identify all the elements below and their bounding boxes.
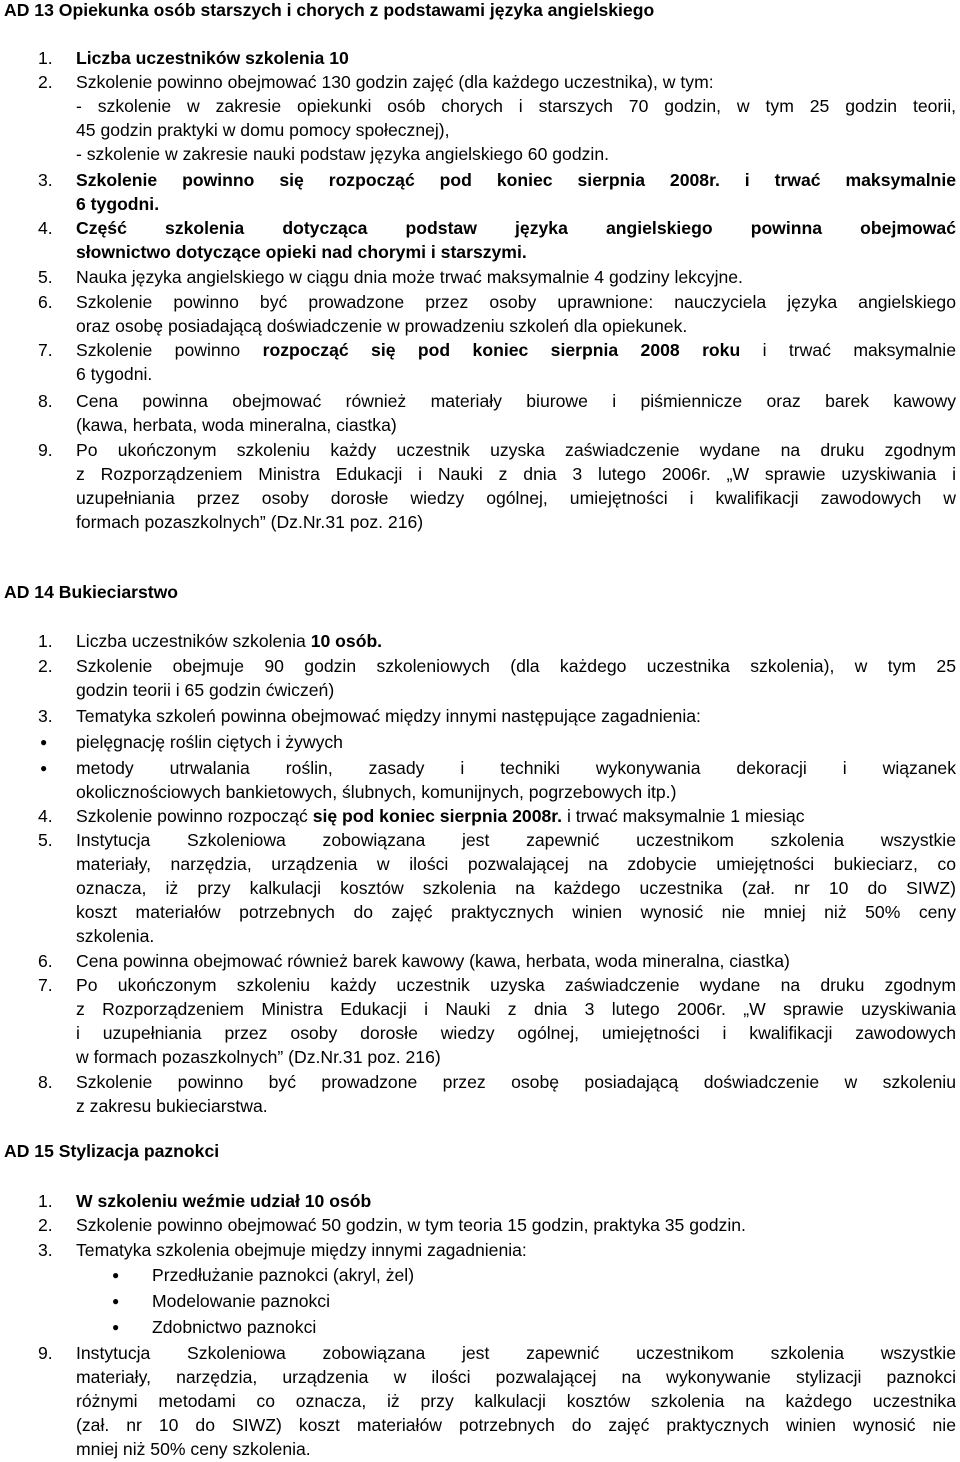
bullet-icon: ● [112, 1294, 120, 1308]
list-number: 7. [38, 975, 53, 995]
list-item-text: Nauka języka angielskiego w ciągu dnia może trwać maksymalnie 4 godziny lekcyjne. [76, 267, 743, 287]
list-number: 1. [38, 631, 53, 651]
list-number: 3. [38, 1240, 53, 1260]
list-item-text: Tematyka szkoleń powinna obejmować między innymi następujące zagadnienia: [76, 706, 701, 726]
list-item-text: godzin teorii i 65 godzin ćwiczeń) [76, 680, 335, 700]
bullet-icon: ● [40, 735, 48, 749]
list-item-text: Część szkolenia dotycząca podstaw języka angielskiego powinna obejmować [76, 218, 956, 238]
list-item-text: Szkolenie obejmuje 90 godzin szkoleniowych (dla każdego uczestnika szkolenia), w tym 25 [76, 656, 956, 676]
list-item-text: Liczba uczestników szkolenia 10 [76, 48, 349, 68]
list-number: 8. [38, 391, 53, 411]
list-item-text: (kawa, herbata, woda mineralna, ciastka) [76, 415, 397, 435]
list-number: 6. [38, 951, 53, 971]
bullet-item-text: Zdobnictwo paznokci [152, 1317, 317, 1337]
list-number: 5. [38, 267, 53, 287]
list-item-text: Szkolenie powinno rozpocząć się pod koniec sierpnia 2008r. i trwać maksymalnie 1 miesiąc [76, 806, 805, 826]
bullet-item-text: pielęgnację roślin ciętych i żywych [76, 732, 343, 752]
bullet-item-text: Modelowanie paznokci [152, 1291, 330, 1311]
list-item-text: materiały, narzędzia, urządzenia w ilości pozwalającej na wykonywanie stylizacji paznokci [76, 1367, 956, 1387]
list-item-text: Instytucja Szkoleniowa zobowiązana jest zapewnić uczestnikom szkolenia wszystkie [76, 1343, 956, 1363]
list-item-text: 6 tygodni. [76, 364, 153, 384]
list-item-text: w formach pozaszkolnych” (Dz.Nr.31 poz. 216) [76, 1047, 441, 1067]
list-number: 2. [38, 656, 53, 676]
list-item-text: - szkolenie w zakresie nauki podstaw języka angielskiego 60 godzin. [76, 144, 609, 164]
list-item-text: (zał. nr 10 do SIWZ) koszt materiałów potrzebnych do zajęć praktycznych winien wynosić nie [76, 1415, 956, 1435]
list-item-text: z Rozporządzeniem Ministra Edukacji i Nauki z dnia 3 lutego 2006r. „W sprawie uzyskiwania i [76, 464, 956, 484]
list-number: 2. [38, 1215, 53, 1235]
section-title-ad13: AD 13 Opiekunka osób starszych i chorych z podstawami języka angielskiego [4, 0, 655, 20]
list-item-text: Cena powinna obejmować również barek kawowy (kawa, herbata, woda mineralna, ciastka) [76, 951, 790, 971]
list-item-text: Tematyka szkolenia obejmuje między innymi zagadnienia: [76, 1240, 527, 1260]
list-item-text: - szkolenie w zakresie opiekunki osób chorych i starszych 70 godzin, w tym 25 godzin teorii, [76, 96, 956, 116]
list-item-text: Szkolenie powinno obejmować 130 godzin zajęć (dla każdego uczestnika), w tym: [76, 72, 714, 92]
list-item-text: Cena powinna obejmować również materiały biurowe i piśmiennicze oraz barek kawowy [76, 391, 956, 411]
list-number: 7. [38, 340, 53, 360]
list-item-text: słownictwo dotyczące opieki nad chorymi i starszymi. [76, 242, 527, 262]
bullet-item-text: okolicznościowych bankietowych, ślubnych, komunijnych, pogrzebowych itp.) [76, 782, 677, 802]
list-item-text: oraz osobę posiadającą doświadczenie w prowadzeniu szkoleń dla opiekunek. [76, 316, 688, 336]
list-item-text: szkolenia. [76, 926, 155, 946]
list-item-text: i uzupełniania przez osoby dorosłe wiedzy ogólnej, umiejętności i kwalifikacji zawodowych [76, 1023, 956, 1043]
list-number: 6. [38, 292, 53, 312]
section-title-ad14: AD 14 Bukieciarstwo [4, 582, 179, 602]
bullet-item-text: Przedłużanie paznokci (akryl, żel) [152, 1265, 415, 1285]
list-number: 1. [38, 48, 53, 68]
list-number: 4. [38, 218, 53, 238]
list-item-text: formach pozaszkolnych” (Dz.Nr.31 poz. 216) [76, 512, 424, 532]
list-number: 9. [38, 440, 53, 460]
bullet-icon: ● [112, 1320, 120, 1334]
list-item-text: Szkolenie powinno rozpocząć się pod koniec sierpnia 2008 roku i trwać maksymalnie [76, 340, 956, 360]
list-item-text: Szkolenie powinno być prowadzone przez osobę posiadającą doświadczenie w szkoleniu [76, 1072, 956, 1092]
list-number: 1. [38, 1191, 53, 1211]
list-item-text: oznacza, iż przy kalkulacji kosztów szkolenia na każdego uczestnika (zał. nr 10 do SIWZ) [76, 878, 956, 898]
list-item-text: Szkolenie powinno się rozpocząć pod koniec sierpnia 2008r. i trwać maksymalnie [76, 170, 956, 190]
list-item-text: Szkolenie powinno być prowadzone przez osoby uprawnione: nauczyciela języka angielskiego [76, 292, 956, 312]
list-number: 9. [38, 1343, 53, 1363]
list-item-text: Po ukończonym szkoleniu każdy uczestnik uzyska zaświadczenie wydane na druku zgodnym [76, 975, 956, 995]
list-item-text: koszt materiałów potrzebnych do zajęć praktycznych winien wynosić nie mniej niż 50% ceny [76, 902, 956, 922]
list-number: 2. [38, 72, 53, 92]
bullet-icon: ● [112, 1268, 120, 1282]
list-item-text: z zakresu bukieciarstwa. [76, 1096, 268, 1116]
list-item-text: Szkolenie powinno obejmować 50 godzin, w tym teoria 15 godzin, praktyka 35 godzin. [76, 1215, 746, 1235]
list-item-text: mniej niż 50% ceny szkolenia. [76, 1439, 311, 1459]
list-number: 4. [38, 806, 53, 826]
list-item-text: różnymi metodami co oznacza, iż przy kalkulacji kosztów szkolenia na każdego uczestnika [76, 1391, 956, 1411]
list-item-text: uzupełniania przez osoby dorosłe wiedzy ogólnej, umiejętności i kwalifikacji zawodowych w [76, 488, 956, 508]
list-item-text: 6 tygodni. [76, 194, 160, 214]
section-title-ad15: AD 15 Stylizacja paznokci [4, 1141, 220, 1161]
list-item-text: Instytucja Szkoleniowa zobowiązana jest zapewnić uczestnikom szkolenia wszystkie [76, 830, 956, 850]
bullet-icon: ● [40, 761, 48, 775]
list-item-text: z Rozporządzeniem Ministra Edukacji i Nauki z dnia 3 lutego 2006r. „W sprawie uzyskiwania [76, 999, 956, 1019]
list-item-text: Liczba uczestników szkolenia 10 osób. [76, 631, 383, 651]
list-number: 3. [38, 706, 53, 726]
list-number: 3. [38, 170, 53, 190]
list-item-text: 45 godzin praktyki w domu pomocy społecznej), [76, 120, 450, 140]
list-item-text: Po ukończonym szkoleniu każdy uczestnik uzyska zaświadczenie wydane na druku zgodnym [76, 440, 956, 460]
list-item-text: materiały, narzędzia, urządzenia w ilości pozwalającej na zdobycie umiejętności bukieciarz, co [76, 854, 956, 874]
bullet-item-text: metody utrwalania roślin, zasady i techniki wykonywania dekoracji i wiązanek [76, 758, 956, 778]
list-number: 8. [38, 1072, 53, 1092]
list-number: 5. [38, 830, 53, 850]
list-item-text: W szkoleniu weźmie udział 10 osób [76, 1191, 372, 1211]
